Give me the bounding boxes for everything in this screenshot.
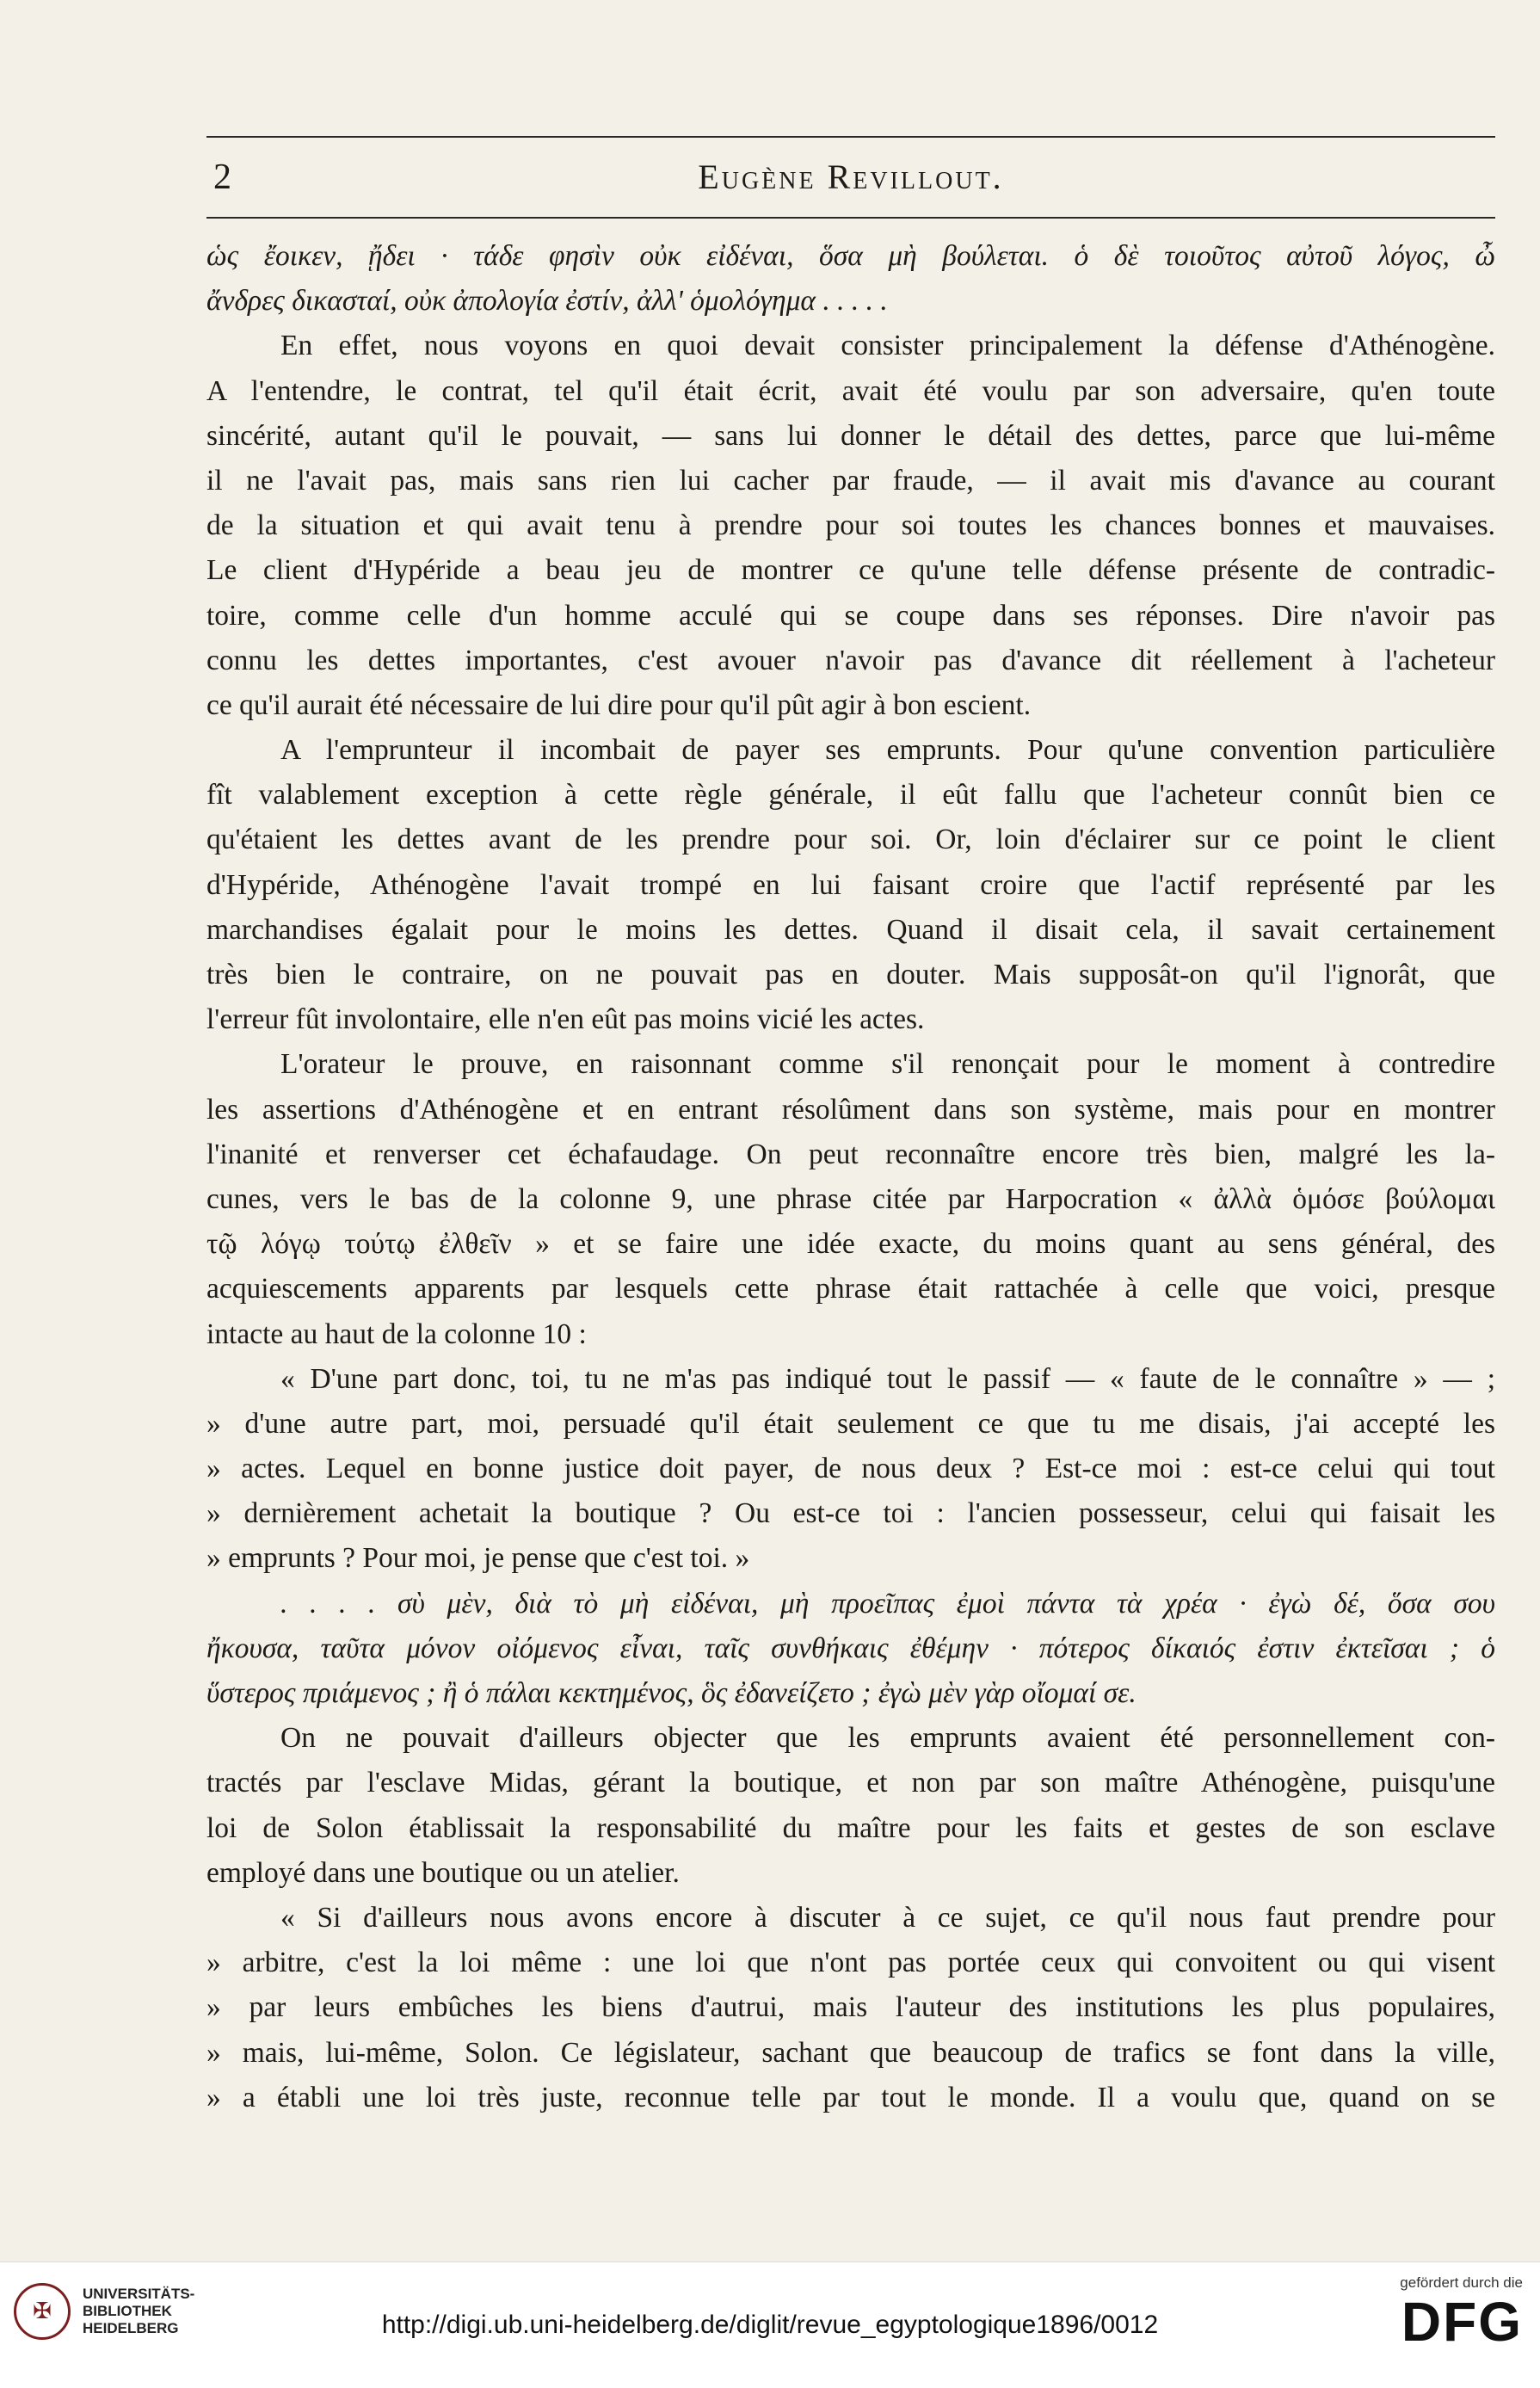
text-line: très bien le contraire, on ne pouvait pas en douter. Mais supposât-on qu'il l'ignorât, que — [206, 959, 1495, 990]
text-line: A l'entendre, le contrat, tel qu'il était écrit, avait été voulu par son adversaire, qu'en toute — [206, 374, 1495, 407]
text-line: fît valablement exception à cette règle générale, il eût fallu que l'acheteur connût bien ce — [206, 779, 1495, 811]
text-line: l'erreur fût involontaire, elle n'en eût pas moins vicié les actes. — [206, 1003, 925, 1036]
text-line: » actes. Lequel en bonne justice doit payer, de nous deux ? Est-ce moi : est-ce celui qui tout — [206, 1453, 1495, 1485]
text-line: les assertions d'Athénogène et en entrant résolûment dans son système, mais pour en montrer — [206, 1093, 1495, 1126]
text-line: » dernièrement achetait la boutique ? Ou est-ce toi : l'ancien possesseur, celui qui faisait les — [206, 1497, 1495, 1530]
text-line: employé dans une boutique ou un atelier. — [206, 1856, 680, 1889]
text-line: « D'une part donc, toi, tu ne m'as pas indiqué tout le passif — « faute de le connaître » — ; — [280, 1362, 1495, 1395]
text-line: On ne pouvait d'ailleurs objecter que les emprunts avaient été personnellement con- — [280, 1722, 1495, 1755]
dfg-logo[interactable] — [1400, 2274, 1523, 2352]
text-line: connu les dettes importantes, c'est avouer n'avoir pas d'avance dit réellement à l'acheteur — [206, 644, 1495, 676]
digitization-footer — [0, 2262, 1540, 2388]
text-line: l'inanité et renverser cet échafaudage. On peut reconnaître encore très bien, malgré les la- — [206, 1138, 1495, 1170]
text-line: » arbitre, c'est la loi même : une loi que n'ont pas portée ceux qui convoitent ou qui visent — [206, 1947, 1495, 1979]
text-line: Le client d'Hypéride a beau jeu de montrer ce qu'une telle défense présente de contradic- — [206, 554, 1495, 587]
running-title: Eugène Revillout. — [698, 157, 1004, 196]
running-head — [206, 136, 1495, 219]
text-line: de la situation et qui avait tenu à prendre pour soi toutes les chances bonnes et mauvaises. — [206, 509, 1495, 542]
text-line: » emprunts ? Pour moi, je pense que c'est toi. » — [206, 1542, 750, 1575]
text-line: En effet, nous voyons en quoi devait consister principalement la défense d'Athénogène. — [280, 330, 1495, 362]
text-line: ὕστερος πριάμενος ; ἢ ὁ πάλαι κεκτημένος, ὃς ἐδανείζετο ; ἐγὼ μὲν γὰρ οἴομαί σε. — [206, 1677, 1137, 1709]
text-line: ἤκουσα, ταῦτα μόνον οἰόμενος εἶναι, ταῖς συνθήκαις ἐθέμην · πότερος δίκαιός ἐστιν ἐκτεῖσαι ; ὁ — [206, 1632, 1495, 1664]
text-line: marchandises égalait pour le moins les dettes. Quand il disait cela, il savait certainement — [206, 913, 1495, 946]
text-line: A l'emprunteur il incombait de payer ses emprunts. Pour qu'une convention particulière — [280, 734, 1495, 767]
library-name-line: UNIVERSITÄTS- — [83, 2286, 195, 2302]
text-line: » a établi une loi très juste, reconnue telle par tout le monde. Il a voulu que, quand on se — [206, 2081, 1495, 2113]
body-text — [206, 234, 1495, 2120]
page-number: 2 — [213, 157, 231, 197]
university-seal-icon: ✠ — [14, 2283, 71, 2340]
text-line: ἄνδρες δικασταί, οὐκ ἀπολογία ἐστίν, ἀλλ' ὁμολόγημα . . . . . — [206, 285, 888, 318]
dfg-wordmark: DFG — [1401, 2291, 1523, 2353]
text-line: . . . . σὺ μὲν, διὰ τὸ μὴ εἰδέναι, μὴ προεῖπας ἐμοὶ πάντα τὰ χρέα · ἐγὼ δέ, ὅσα σου — [280, 1587, 1495, 1620]
text-line: » mais, lui-même, Solon. Ce législateur, sachant que beaucoup de trafics se font dans la ville, — [206, 2036, 1495, 2069]
text-line: sincérité, autant qu'il le pouvait, — sans lui donner le détail des dettes, parce que lui-même — [206, 419, 1495, 452]
text-line: acquiescements apparents par lesquels cette phrase était rattachée à celle que voici, presque — [206, 1273, 1495, 1305]
text-line: » par leurs embûches les biens d'autrui, mais l'auteur des institutions les plus populaires, — [206, 1991, 1495, 2024]
text-line: ce qu'il aurait été nécessaire de lui dire pour qu'il pût agir à bon escient. — [206, 688, 1032, 721]
library-name-line: HEIDELBERG — [83, 2320, 179, 2336]
text-line: toire, comme celle d'un homme acculé qui se coupe dans ses réponses. Dire n'avoir pas — [206, 599, 1495, 632]
library-name-line: BIBLIOTHEK — [83, 2303, 172, 2319]
text-line: cunes, vers le bas de la colonne 9, une phrase citée par Harpocration « ἀλλὰ ὁμόσε βούλομαι — [206, 1182, 1495, 1215]
text-line: ὡς ἔοικεν, ᾔδει · τάδε φησὶν οὐκ εἰδέναι, ὅσα μὴ βούλεται. ὁ δὲ τοιοῦτος αὐτοῦ λόγος, ὦ — [206, 240, 1495, 272]
text-line: intacte au haut de la colonne 10 : — [206, 1317, 587, 1350]
text-line: τῷ λόγῳ τούτῳ ἐλθεῖν » et se faire une idée exacte, du moins quant au sens général, des — [206, 1228, 1495, 1261]
text-line: d'Hypéride, Athénogène l'avait trompé en lui faisant croire que l'actif représenté par les — [206, 868, 1495, 901]
permalink-url[interactable]: http://digi.ub.uni-heidelberg.de/diglit/revue_egyptologique1896/0012 — [381, 2311, 1159, 2339]
text-line: qu'étaient les dettes avant de les prendre pour soi. Or, loin d'éclairer sur ce point le client — [206, 824, 1495, 856]
text-line: loi de Solon établissait la responsabilité du maître pour les faits et gestes de son esclave — [206, 1811, 1495, 1844]
sponsor-note: gefördert durch die — [1400, 2274, 1523, 2291]
text-line: » d'une autre part, moi, persuadé qu'il était seulement ce que tu me disais, j'ai accepté les — [206, 1407, 1495, 1440]
text-line: il ne l'avait pas, mais sans rien lui cacher par fraude, — il avait mis d'avance au courant — [206, 464, 1495, 497]
text-line: L'orateur le prouve, en raisonnant comme s'il renonçait pour le moment à contredire — [280, 1048, 1495, 1081]
text-line: « Si d'ailleurs nous avons encore à discuter à ce sujet, ce qu'il nous faut prendre pour — [280, 1901, 1495, 1934]
text-line: tractés par l'esclave Midas, gérant la boutique, et non par son maître Athénogène, puisqu'une — [206, 1767, 1495, 1799]
